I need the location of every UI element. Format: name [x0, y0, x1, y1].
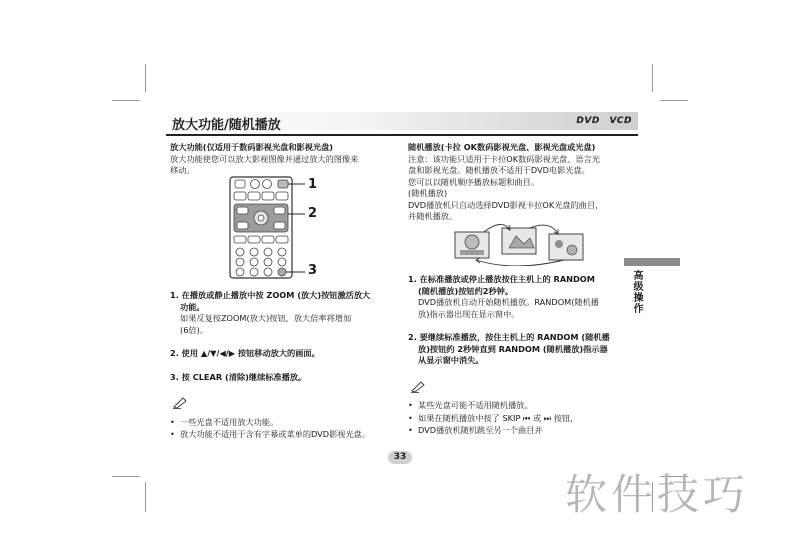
random-steps	[408, 274, 632, 438]
random-play-illustration	[454, 224, 584, 266]
callout-1: 1	[308, 177, 318, 192]
step-number: 2.	[170, 348, 179, 358]
step-text: 按 CLEAR (清除)继续标准播放。	[181, 371, 307, 382]
crop-mark	[145, 64, 146, 92]
zoom-heading: 放大功能(仅适用于数码影视光盘和影视光盘)	[170, 142, 334, 152]
step-number: 2.	[408, 332, 417, 342]
step-number: 1.	[408, 274, 417, 284]
zoom-step-2	[170, 348, 400, 360]
note-item: • 某些光盘可能不适用随机播放。	[408, 400, 632, 412]
crop-mark	[145, 482, 146, 512]
step-number: 1.	[170, 290, 179, 300]
zoom-step-3	[170, 372, 400, 384]
callout-2: 2	[308, 206, 318, 221]
step-detail: 如果反复按ZOOM(放大)按钮，放大倍率将增加	[180, 313, 352, 323]
page-header	[166, 112, 638, 136]
left-column	[170, 142, 400, 177]
random-step-1	[408, 274, 632, 320]
zoom-step-1	[170, 290, 400, 336]
note-item-continued: • DVD播放机随机跳至另一个曲目并	[408, 425, 632, 437]
dvd-badge: DVD	[576, 116, 600, 126]
step-text: 使用 ▲/▼/◀/▶ 按钮移动放大的画面。	[181, 348, 320, 358]
random-intro-line: 并随机播放。	[408, 211, 458, 221]
zoom-steps	[170, 290, 400, 442]
callout-3: 3	[308, 263, 318, 278]
random-notes	[408, 400, 632, 437]
page-number: 33	[388, 451, 412, 464]
step-detail: 放)指示器出现在显示窗中。	[418, 308, 520, 319]
step-detail: DVD播放机自动开始随机播放。RANDOM(随机播	[418, 297, 599, 307]
vcd-badge: VCD	[609, 116, 632, 126]
right-column	[408, 142, 632, 223]
random-intro-line: DVD播放机只自动选择DVD影视卡拉OK光盘的曲目，	[408, 199, 604, 210]
crop-mark	[660, 100, 688, 101]
note-pencil-icon	[410, 381, 426, 393]
crop-mark	[112, 100, 140, 101]
zoom-intro-line: 放大功能使您可以放大影视图像并通过放大的图像来	[170, 153, 359, 164]
random-step-2	[408, 332, 632, 367]
step-detail: (6倍)。	[180, 324, 208, 335]
step-text: (随机播放)按钮约2秒钟。	[418, 285, 514, 296]
random-intro-line: 注意：该功能只适用于卡拉OK数码影视光盘、语言光	[408, 153, 600, 164]
step-text: 从显示窗中消失。	[418, 355, 484, 365]
zoom-intro-line: 移动。	[170, 165, 195, 175]
crop-mark	[652, 64, 653, 92]
step-text: 要继续标准播放，按住主机上的 RANDOM (随机播	[419, 332, 610, 342]
note-item: • 如果在随机播放中按了 SKIP ⏮ 或 ⏭ 按钮，	[408, 413, 632, 425]
watermark-text: 软件技巧	[565, 470, 750, 519]
zoom-notes	[170, 417, 400, 441]
random-intro-line: (随机播放)	[408, 188, 448, 198]
step-text: 在标准播放或停止播放按住主机上的 RANDOM	[419, 274, 595, 284]
step-text: 在播放或静止播放中按 ZOOM (放大)按钮激活放大	[181, 290, 371, 300]
step-text: 功能。	[180, 301, 205, 312]
random-heading: 随机播放(卡拉 OK数码影视光盘、影视光盘或光盘)	[408, 142, 596, 152]
page-title: 放大功能/随机播放	[172, 118, 281, 133]
note-pencil-icon	[172, 397, 188, 409]
section-tab	[624, 258, 680, 266]
section-label: 高级操作	[631, 270, 642, 314]
step-text: 放)按钮约 2秒钟直到 RANDOM (随机播放)指示器	[418, 343, 608, 354]
random-intro-line: 盘和影视光盘。随机播放不适用于DVD电影光盘。	[408, 165, 590, 175]
random-intro-line: 您可以以随机顺序播放标题和曲目。	[408, 176, 540, 187]
note-item: • 放大功能不适用于含有字幕或菜单的DVD影视光盘。	[170, 429, 400, 441]
format-badges	[570, 116, 632, 126]
step-number: 3.	[170, 371, 179, 382]
note-item: • 一些光盘不适用放大功能。	[170, 417, 400, 429]
remote-control-illustration	[229, 176, 305, 279]
crop-mark	[112, 476, 140, 477]
